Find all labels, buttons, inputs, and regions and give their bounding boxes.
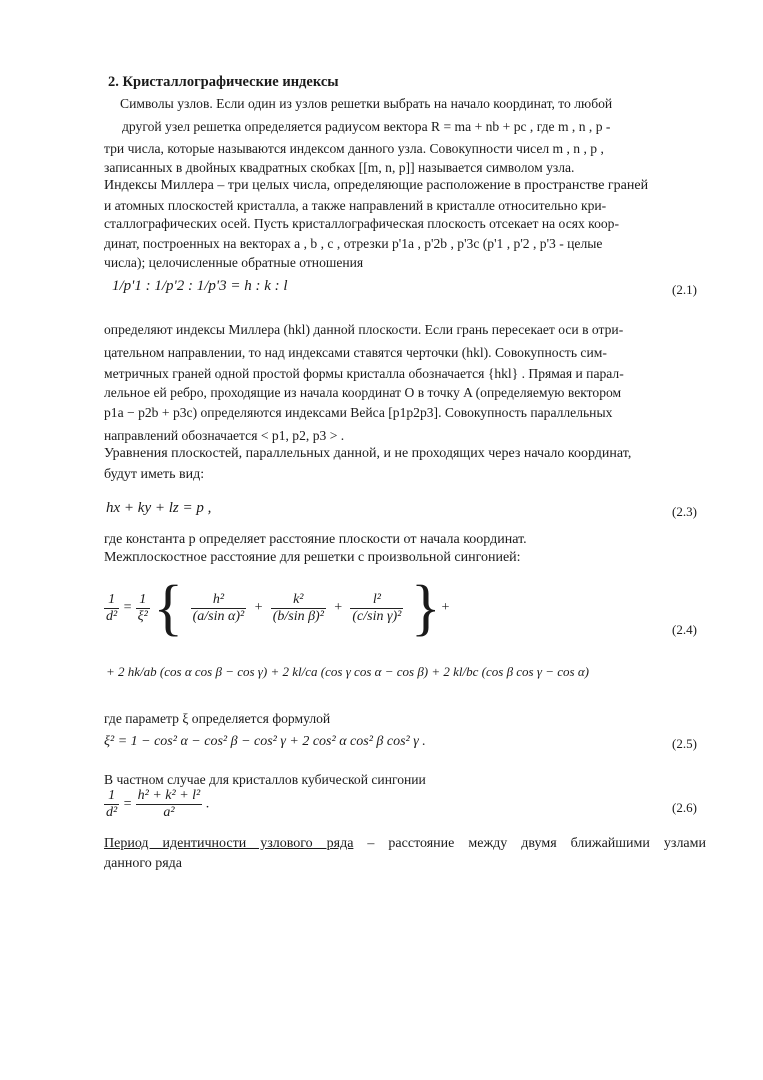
eq24-term1: $\frac{\text{h²}}{\text{(a/sin α)²}}$ <box>192 591 245 624</box>
para2-line3: сталлографических осей. Пусть кристаллографическая плоскость отсекает на осях коор- <box>104 216 620 231</box>
para8-line1: Период идентичности узлового ряда – расстояние между двумя ближайшими узлами <box>104 836 706 851</box>
para6-line1: где параметр ξ определяется формулой <box>104 711 331 726</box>
eq24-term3: $\frac{\text{l²}}{\text{(c/sin γ)²}}$ <box>352 591 402 624</box>
definition-term: Период идентичности узлового ряда <box>104 836 354 851</box>
para1-line2: другой узел решетка определяется радиусом вектора R = ma + nb + pc , где m , n , p - <box>122 119 611 134</box>
para3-line2: цательном направлении, то над индексами ставятся черточки (hkl). Совокупность сим- <box>104 345 607 360</box>
para1-line1: Символы узлов. Если один из узлов решетки выбрать на начало координат, то любой <box>120 96 613 111</box>
equation-2-6-number: (2.6) <box>672 800 697 815</box>
para2-line5: числа); целочисленные обратные отношения <box>104 255 364 270</box>
equation-2-4-number: (2.4) <box>672 622 697 637</box>
eq24-term2: $\frac{\text{k²}}{\text{(b/sin β)²}}$ <box>272 591 324 624</box>
equation-2-6: $\frac{1}{\text{d²}}$ = $\frac{\text{h² + k² + l²}}{\text{a²}}$ . <box>106 788 210 820</box>
eq26-lhs-fraction: $\frac{1}{\text{d²}}$ <box>106 788 118 820</box>
para1-line3: три числа, которые называются индексом данного узла. Совокупности чисел m , n , p , <box>104 141 604 156</box>
para2-line4: динат, построенных на векторах a , b , c , отрезки p'1a , p'2b , p'3c (p'1 , p'2 , p'3 - целые <box>104 236 603 251</box>
para7-line1: В частном случае для кристаллов кубической сингонии <box>104 772 426 787</box>
para2-line2: и атомных плоскостей кристалла, а также направлений в кристалле относительно кри- <box>104 198 607 213</box>
para3-line5: p1a − p2b + p3c) определяются индексами Вейса [p1p2p3]. Совокупность параллельных <box>104 405 613 420</box>
equation-2-3-number: (2.3) <box>672 504 697 519</box>
eq24-coef-fraction: $\frac{1}{\text{ξ²}}$ <box>137 591 148 624</box>
para3-line1: определяют индексы Миллера (hkl) данной плоскости. Если грань пересекает оси в отри- <box>104 322 624 337</box>
equation-2-3: hx + ky + lz = p , <box>106 500 212 516</box>
equation-2-1: 1/p'1 : 1/p'2 : 1/p'3 = h : k : l <box>112 278 288 294</box>
equation-2-4-line2: + 2 hk/ab (cos α cos β − cos γ) + 2 kl/ca (cos γ cos α − cos β) + 2 kl/bc (cos β cos γ − cos α) <box>106 664 589 679</box>
equation-2-5: ξ² = 1 − cos² α − cos² β − cos² γ + 2 cos² α cos² β cos² γ . <box>104 734 426 749</box>
para8-line2: данного ряда <box>104 856 182 871</box>
para1-line4: записанных в двойных квадратных скобках [[m, n, p]] называется символом узла. <box>104 160 575 175</box>
para3-line6: направлений обозначается < p1, p2, p3 > . <box>104 428 345 443</box>
eq24-lhs-fraction: $\frac{1}{\text{d²}}$ <box>106 591 118 624</box>
para2-line1: Индексы Миллера – три целых числа, определяющие расположение в пространстве граней <box>104 178 649 193</box>
para3-line3: метричных граней одной простой формы кристалла обозначается {hkl} . Прямая и парал- <box>104 366 624 381</box>
para3-line4: лельное ей ребро, проходящие из начала координат O в точку A (определяемую вектором <box>104 385 622 400</box>
para4-line2: будут иметь вид: <box>104 467 205 482</box>
para4-line1: Уравнения плоскостей, параллельных данной, и не проходящих через начало координат, <box>104 446 632 461</box>
eq26-rhs-fraction: $\frac{\text{h² + k² + l²}}{\text{a²}}$ <box>137 788 201 820</box>
equation-2-1-number: (2.1) <box>672 282 697 297</box>
section-heading: 2. Кристаллографические индексы <box>108 74 339 90</box>
para5-line2: Межплоскостное расстояние для решетки с произвольной сингонией: <box>104 550 521 565</box>
para5-line1: где константа p определяет расстояние плоскости от начала координат. <box>104 532 527 547</box>
equation-2-5-number: (2.5) <box>672 736 697 751</box>
equation-2-4-line1: $\frac{1}{\text{d²}}$ = $\frac{1}{\text{ξ²}}$ { $\frac{\text{h²}}{\text{(a/sin α)²}}$ + $\frac{\text{k²}}{\text{(b/sin β)²}}$ + $\frac{\text{l²}}{\text{(c/sin γ)²}}$ }+ <box>106 574 451 642</box>
